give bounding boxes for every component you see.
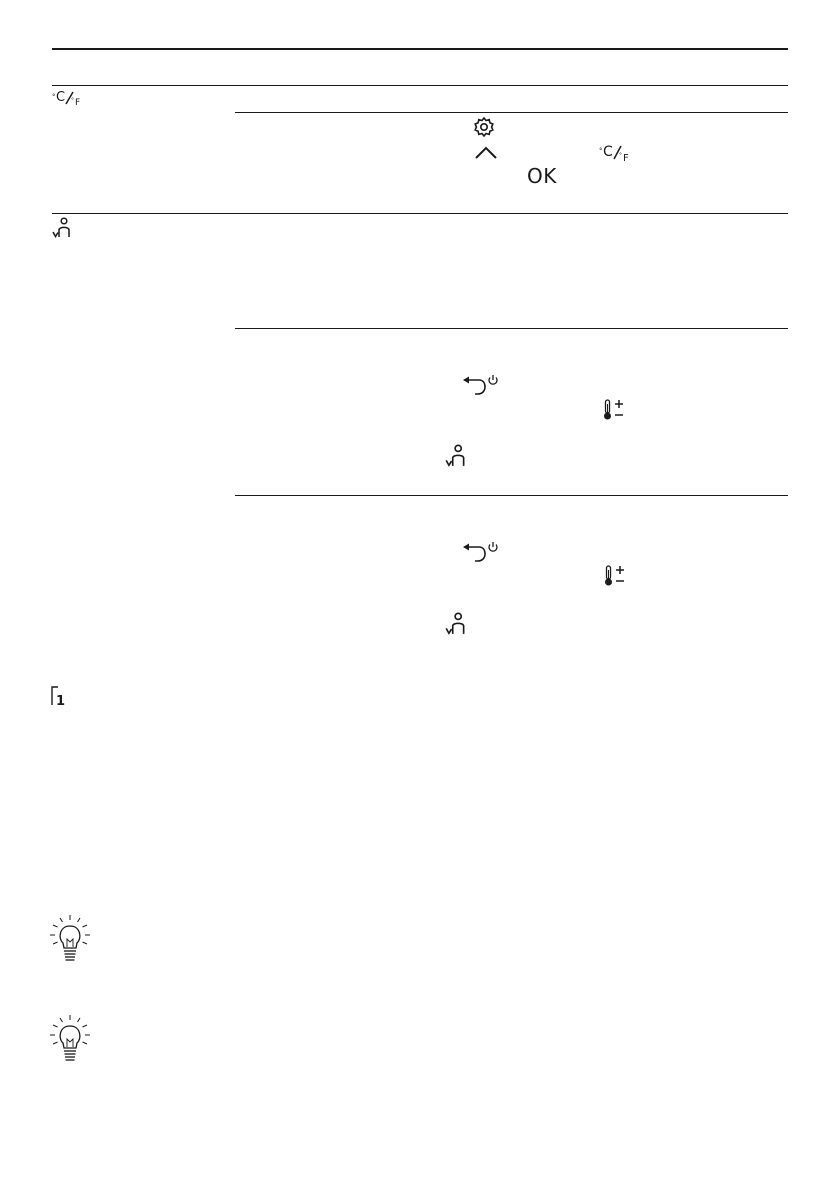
svg-text:C: C xyxy=(603,144,613,160)
lightbulb-icon xyxy=(48,1014,92,1064)
thermometer-plus-minus-icon xyxy=(599,398,629,422)
table-rule-top xyxy=(52,85,788,86)
svg-text:C: C xyxy=(56,90,66,105)
svg-text:°: ° xyxy=(52,93,56,101)
presence-icon xyxy=(445,444,467,468)
header-rule xyxy=(52,48,788,50)
svg-text:1: 1 xyxy=(56,694,66,707)
svg-text:°: ° xyxy=(599,147,603,155)
presence-icon xyxy=(52,217,72,239)
celsius-fahrenheit-icon xyxy=(52,88,86,108)
door-1-icon xyxy=(50,685,68,707)
svg-text:°: ° xyxy=(619,152,622,159)
table-rule-presence xyxy=(52,213,788,214)
svg-text:F: F xyxy=(75,98,81,108)
ok-label: OK xyxy=(527,164,557,188)
gear-icon xyxy=(473,116,495,138)
thermometer-plus-minus-icon xyxy=(600,564,630,588)
back-power-icon xyxy=(461,541,499,565)
svg-text:F: F xyxy=(623,153,629,164)
back-power-icon xyxy=(461,374,499,398)
table-rule-presence-sub1 xyxy=(235,328,788,329)
table-rule-presence-sub2 xyxy=(235,495,788,496)
celsius-fahrenheit-inline-icon xyxy=(599,142,635,164)
table-rule-units-sub xyxy=(235,112,788,113)
lightbulb-icon xyxy=(48,914,92,964)
svg-text:°: ° xyxy=(71,97,74,104)
chevron-up-icon xyxy=(474,144,498,160)
presence-icon xyxy=(445,612,467,636)
